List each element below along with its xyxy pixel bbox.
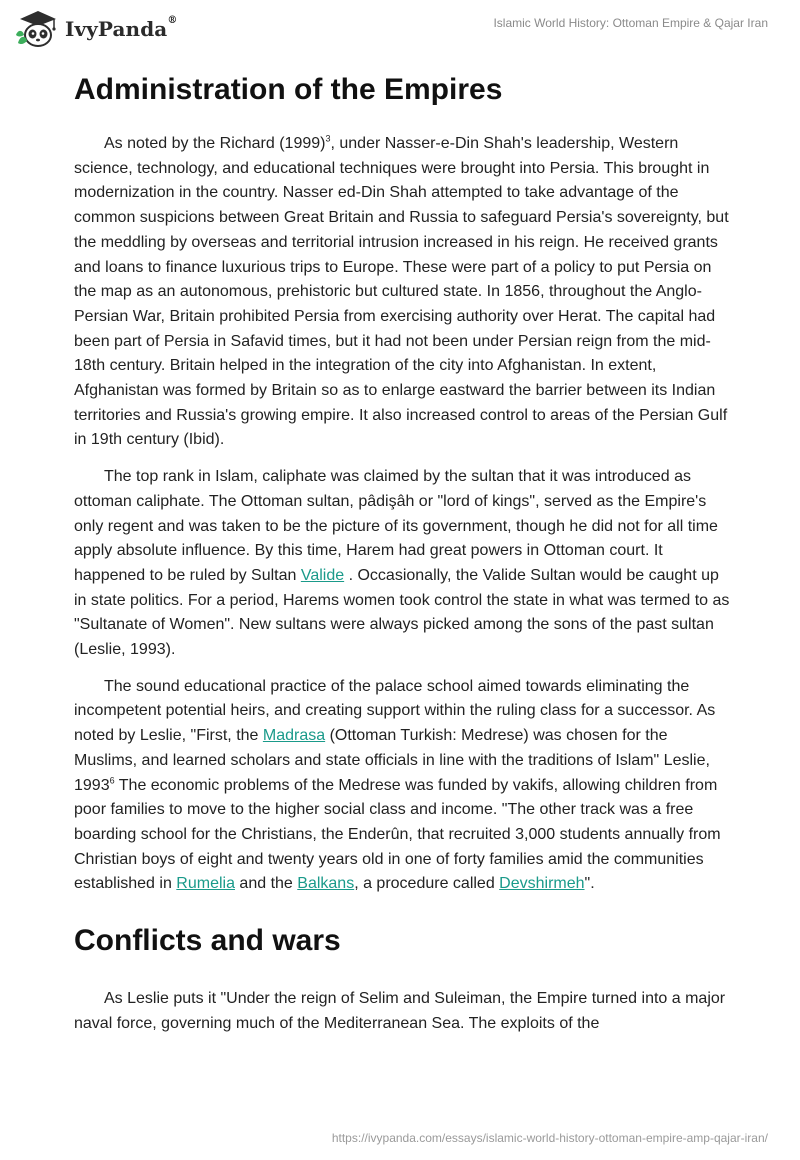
source-url[interactable]: https://ivypanda.com/essays/islamic-world-history-ottoman-empire-amp-qajar-iran/ xyxy=(331,1131,768,1145)
footnote-ref-6[interactable]: 6 xyxy=(109,775,115,786)
ivypanda-logo[interactable] xyxy=(14,9,177,49)
registered-mark: ® xyxy=(167,15,178,26)
footnote-ref-3[interactable]: 3 xyxy=(325,133,331,144)
paragraph-2-text-a: The top rank in Islam, caliphate was claimed by the sultan that it was introduced as ottoman caliphate. The Ottoman sultan, pâdişâh or "lord of kings", served as the Empire's only regent and was taken to be the picture of its government, though he did not for all time apply absolute influence. By this time, Harem had great powers in Ottoman court. It happened to be ruled by Sultan xyxy=(74,468,718,584)
paragraph-1-text-a: As noted by the Richard (1999) xyxy=(104,135,326,152)
paragraph-1 xyxy=(74,132,734,453)
link-madrasa[interactable]: Madrasa xyxy=(262,727,326,745)
paragraph-3-text-c: The economic problems of the Medrese was funded by vakifs, allowing children from poor families to move to the higher social class and income. "The other track was a free boarding school for the Christians, the Enderûn, that recruited 3,000 students annually from Christian boys of eight and twenty years old in one of forty families amid the communities established in xyxy=(74,776,721,893)
link-devshirmeh[interactable]: Devshirmeh xyxy=(499,875,585,893)
paragraph-3-text-a: The sound educational practice of the palace school aimed towards eliminating the incompetent potential heirs, and creating support within the ruling class for a successor. As noted by Leslie, "First, the xyxy=(74,677,716,745)
page-header xyxy=(0,0,800,60)
paragraph-3 xyxy=(74,675,734,897)
link-valide[interactable]: Valide xyxy=(300,566,345,584)
section-heading-conflicts: Conflicts and wars xyxy=(74,924,341,958)
document-title: Islamic World History: Ottoman Empire & Qajar Iran xyxy=(493,16,768,30)
paragraph-3-text-f: ". xyxy=(584,875,595,893)
logo-wordmark xyxy=(65,17,177,41)
link-rumelia[interactable]: Rumelia xyxy=(176,875,235,893)
paragraph-2-text-b: . Occasionally, the Valide Sultan would be caught up in state politics. For a period, Harems women took control the state in what was termed to as "Sultanate of Women". New sultans were always picked among the sons of the past sultan (Leslie, 1993). xyxy=(74,566,730,659)
paragraph-3-text-d: and the xyxy=(234,875,298,893)
paragraph-3-text-b: (Ottoman Turkish: Medrese) was chosen for the Muslims, and learned scholars and state officials in line with the traditions of Islam" Leslie, 1993 xyxy=(74,727,710,794)
link-balkans[interactable]: Balkans xyxy=(297,875,355,893)
paragraph-2 xyxy=(74,465,734,663)
panda-graduate-icon xyxy=(14,9,60,49)
section-heading-administration: Administration of the Empires xyxy=(74,73,503,106)
essay-content xyxy=(74,70,734,1049)
logo-text: IvyPanda xyxy=(65,17,168,41)
paragraph-3-text-e: , a procedure called xyxy=(354,875,500,893)
paragraph-1-text-b: , under Nasser-e-Din Shah's leadership, Western science, technology, and educational techniques were brought into Persia. This brought in modernization in the country. Nasser ed-Din Shah attempted to take advantage of the common suspicions between Great Britain and Russia to safeguard Persia's sovereignty, but the meddling by overseas and territorial intrusion increased in his reign. He received grants and loans to finance luxurious trips to Europe. These were part of a policy to put Persia on the map as an autonomous, prehistoric but cultured state. In 1856, throughout the Anglo-Persian War, Britain prohibited Persia from exercising authority over Herat. The capital had been part of Persia in Safavid times, but it had not been under Persian reign from the mid-18th century. Britain helped in the integration of the city into Afghanistan. In extent, Afghanistan was formed by Britain so as to enlarge eastward the barrier between its Indian territories and Russia's growing empire. It also increased control to areas of the Persian Gulf in 19th century (Ibid). xyxy=(74,135,729,449)
paragraph-4: As Leslie puts it "Under the reign of Selim and Suleiman, the Empire turned into a major naval force, governing much of the Mediterranean Sea. The exploits of the xyxy=(74,990,726,1032)
